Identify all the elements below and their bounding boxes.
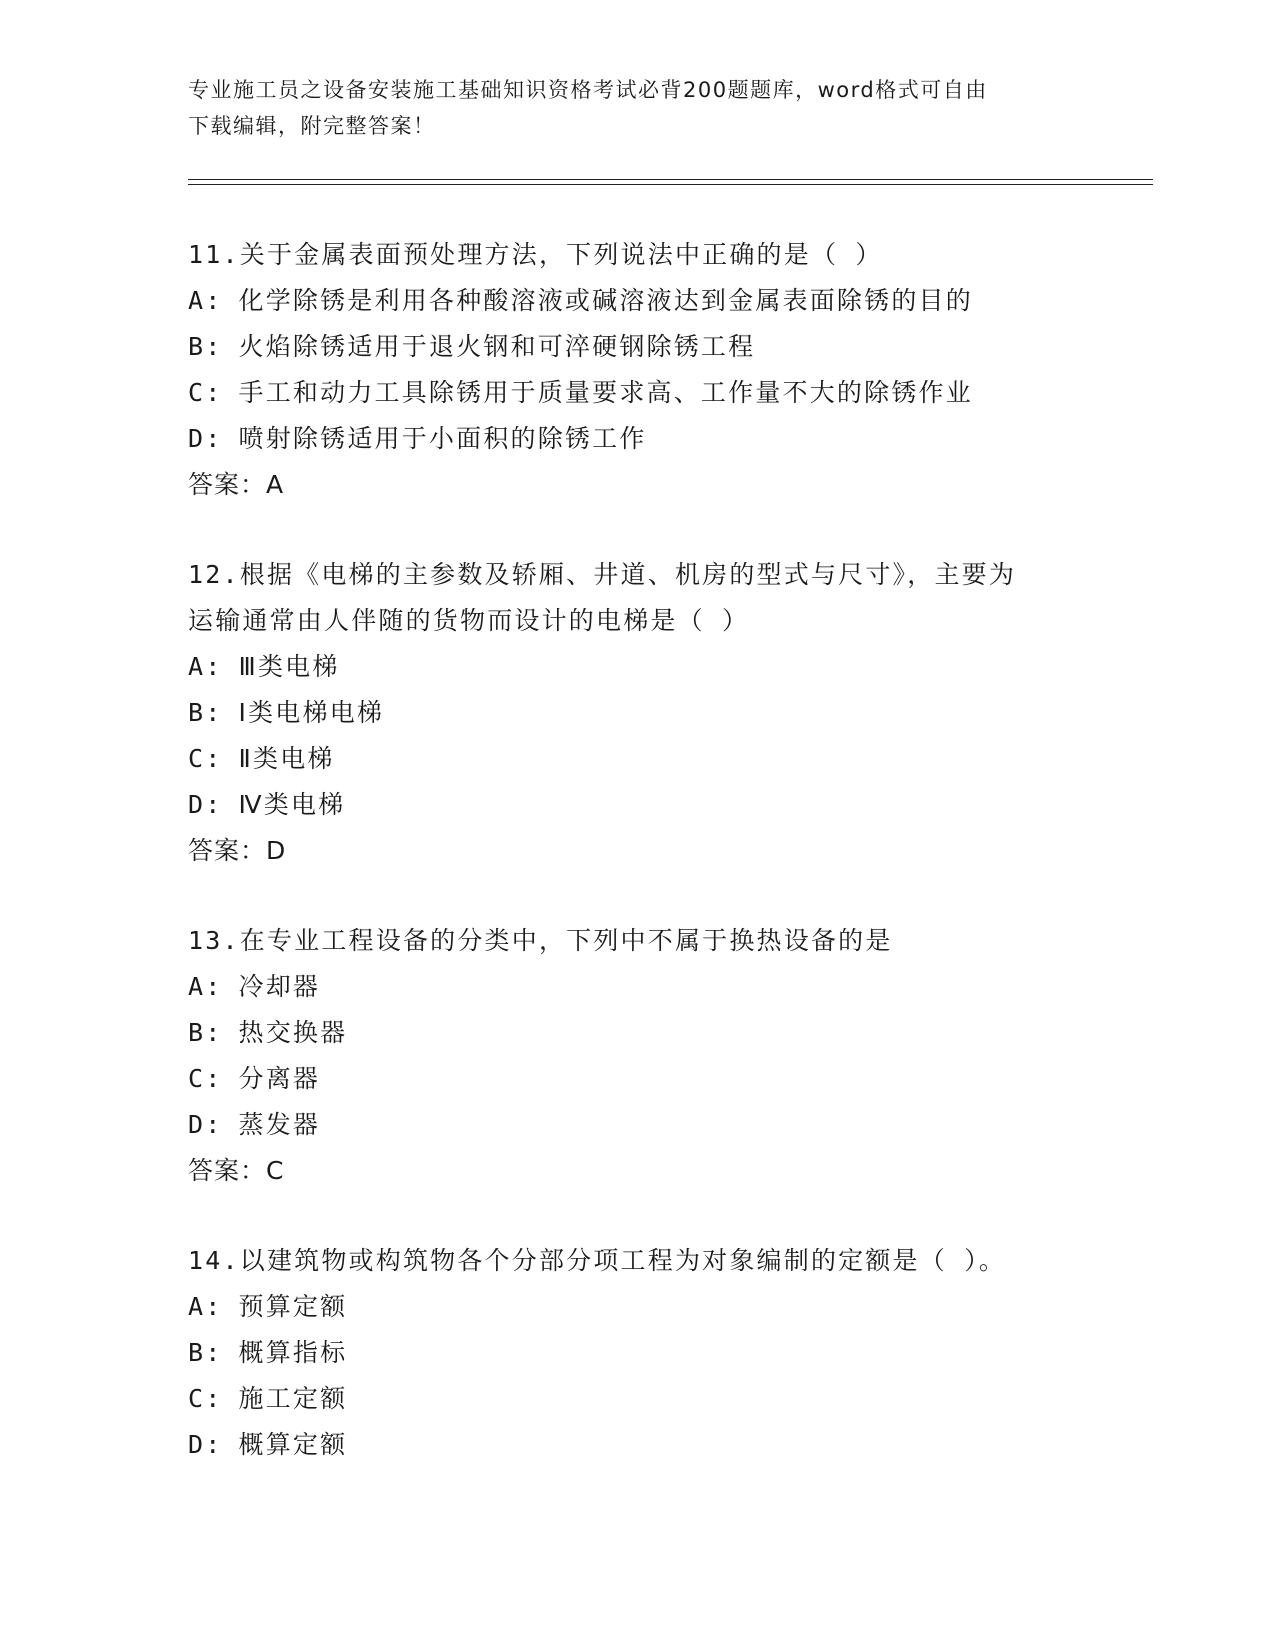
option-d: D: 概算定额	[188, 1430, 348, 1459]
option-b: B: 概算指标	[188, 1338, 348, 1367]
option-b: B: Ⅰ类电梯电梯	[188, 698, 385, 727]
option-d: D: Ⅳ类电梯	[188, 790, 346, 819]
question-stem: 运输通常由人伴随的货物而设计的电梯是（ ）	[188, 606, 750, 635]
question-item	[188, 552, 1148, 874]
question-item	[188, 918, 1148, 1194]
option-b: B: 火焰除锈适用于退火钢和可淬硬钢除锈工程	[188, 332, 756, 361]
option-c: C: 手工和动力工具除锈用于质量要求高、工作量不大的除锈作业	[188, 378, 973, 407]
question-stem: 13.在专业工程设备的分类中，下列中不属于换热设备的是	[188, 926, 893, 955]
document-header	[188, 72, 1088, 144]
question-item	[188, 1238, 1148, 1468]
option-a: A: 冷却器	[188, 972, 321, 1001]
option-a: A: Ⅲ类电梯	[188, 652, 340, 681]
option-d: D: 蒸发器	[188, 1110, 321, 1139]
header-line: 下载编辑，附完整答案！	[188, 114, 436, 138]
header-line: 专业施工员之设备安装施工基础知识资格考试必背200题题库，word格式可自由	[188, 78, 988, 102]
answer-line: 答案：A	[188, 470, 285, 499]
question-stem: 12.根据《电梯的主参数及轿厢、井道、机房的型式与尺寸》，主要为	[188, 560, 1017, 589]
question-item	[188, 232, 1148, 508]
header-divider	[188, 184, 1153, 185]
option-c: C: 施工定额	[188, 1384, 348, 1413]
answer-line: 答案：C	[188, 1156, 285, 1185]
question-list	[188, 232, 1148, 1512]
option-b: B: 热交换器	[188, 1018, 348, 1047]
answer-line: 答案：D	[188, 836, 287, 865]
question-stem: 11.关于金属表面预处理方法，下列说法中正确的是（ ）	[188, 240, 883, 269]
option-c: C: Ⅱ类电梯	[188, 744, 335, 773]
option-d: D: 喷射除锈适用于小面积的除锈工作	[188, 424, 647, 453]
option-a: A: 化学除锈是利用各种酸溶液或碱溶液达到金属表面除锈的目的	[188, 286, 973, 315]
header-divider	[188, 179, 1153, 180]
option-a: A: 预算定额	[188, 1292, 348, 1321]
question-stem: 14.以建筑物或构筑物各个分部分项工程为对象编制的定额是（ ）。	[188, 1246, 1007, 1275]
option-c: C: 分离器	[188, 1064, 321, 1093]
